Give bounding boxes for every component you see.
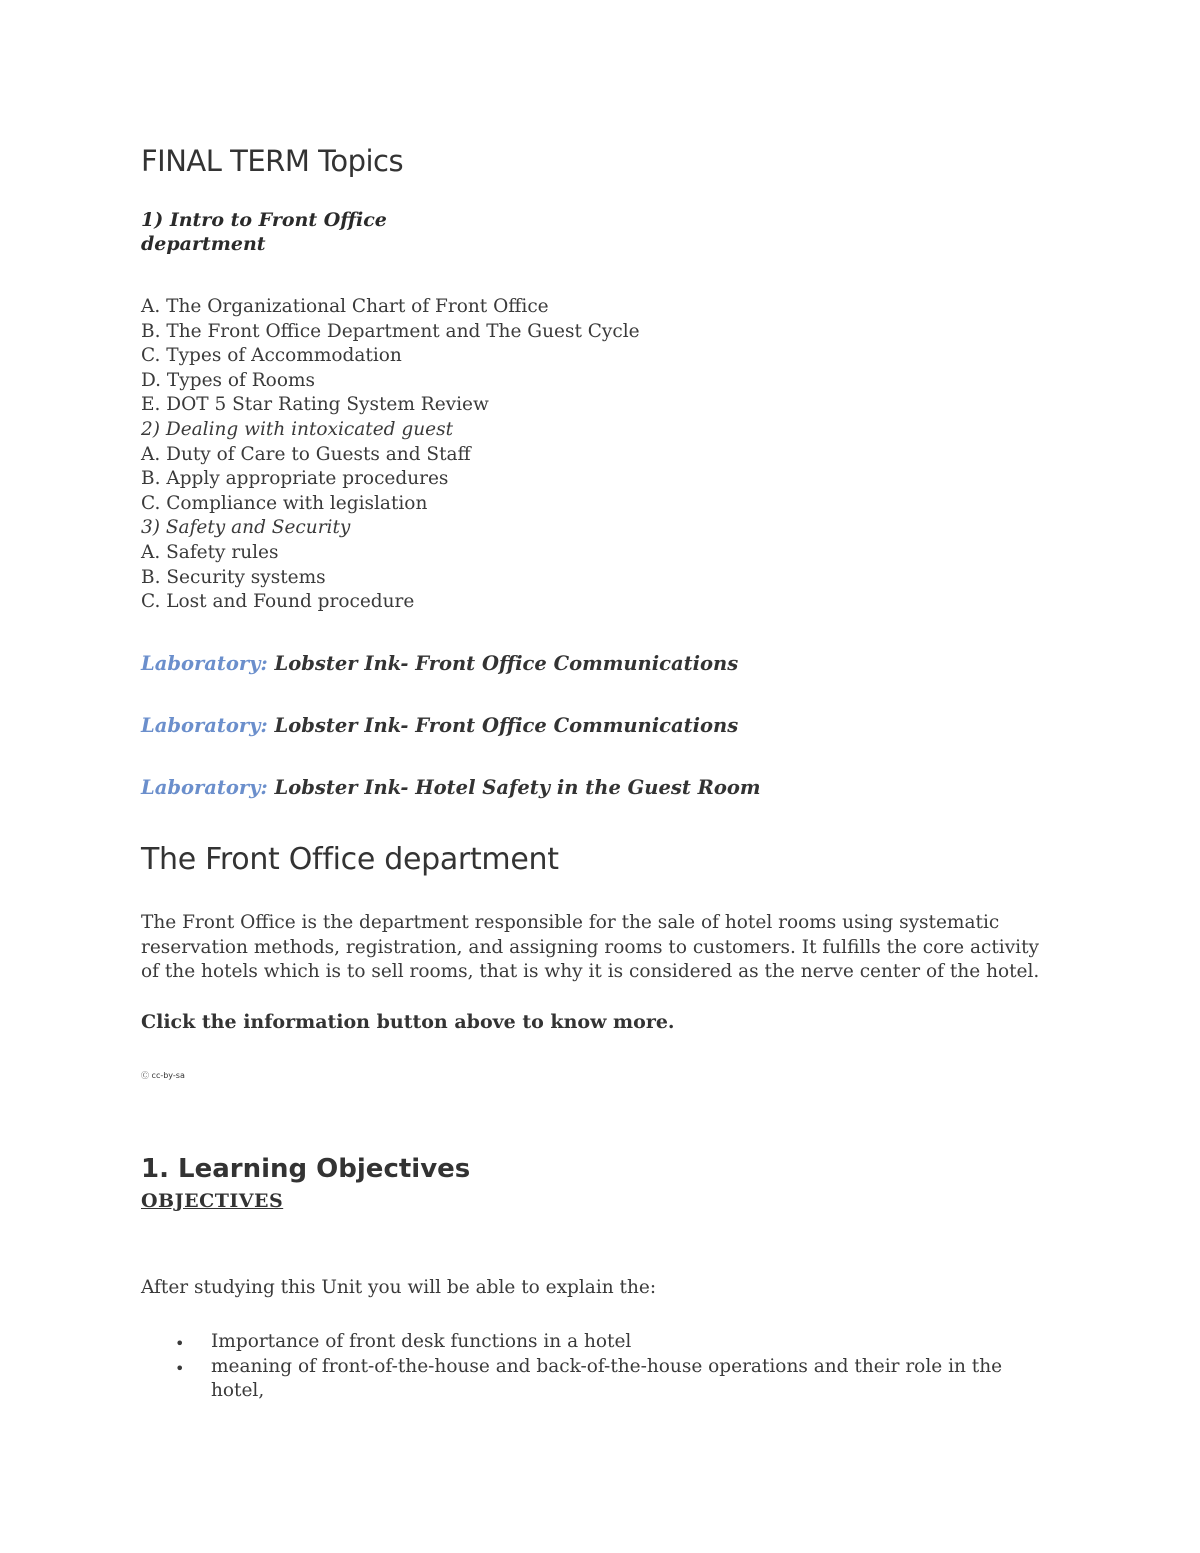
section-heading-line2: department [141, 233, 266, 255]
lab-line-1 [141, 652, 738, 675]
list-item: C. Lost and Found procedure [141, 591, 415, 613]
bullet-icon: • [175, 1334, 185, 1353]
lab-label: Laboratory: [141, 652, 268, 675]
section-heading-3: 3) Safety and Security [141, 517, 351, 539]
lab-label: Laboratory: [141, 714, 268, 737]
list-item: E. DOT 5 Star Rating System Review [141, 394, 489, 416]
objectives-subheading: OBJECTIVES [141, 1190, 284, 1212]
section-heading-line1: 1) Intro to Front Office [141, 209, 387, 231]
topic-list [141, 295, 640, 615]
lab-line-3 [141, 776, 761, 799]
list-item: A. Safety rules [141, 541, 279, 563]
section-heading-2: 2) Dealing with intoxicated guest [141, 418, 454, 440]
click-info-text: Click the information button above to know more. [141, 1011, 675, 1033]
paragraph-line: The Front Office is the department responsible for the sale of hotel rooms using systematic [141, 912, 1000, 933]
list-item: B. The Front Office Department and The Guest Cycle [141, 320, 640, 342]
page-title: FINAL TERM Topics [141, 144, 404, 178]
list-item: D. Types of Rooms [141, 369, 315, 391]
list-item [141, 1330, 1041, 1355]
lab-text: Lobster Ink- Hotel Safety in the Guest Room [274, 776, 761, 799]
list-item: A. The Organizational Chart of Front Office [141, 296, 549, 317]
list-item: A. Duty of Care to Guests and Staff [141, 443, 471, 465]
lab-text: Lobster Ink- Front Office Communications [274, 714, 739, 737]
front-office-paragraph [141, 911, 1061, 985]
list-item: C. Compliance with legislation [141, 492, 428, 514]
learning-objectives-heading: 1. Learning Objectives [141, 1154, 471, 1184]
lab-line-2 [141, 714, 738, 737]
list-item [141, 1355, 1041, 1404]
paragraph-line: reservation methods, registration, and assigning rooms to customers. It fulfills the core activity [141, 936, 1039, 958]
objectives-list [141, 1330, 1041, 1404]
front-office-heading: The Front Office department [141, 842, 559, 877]
section-heading-1 [141, 208, 387, 256]
bullet-icon: • [175, 1358, 185, 1378]
bullet-text: meaning of front-of-the-house and back-of-the-house operations and their role in the hotel, [211, 1355, 1003, 1402]
list-item: B. Apply appropriate procedures [141, 468, 449, 490]
objectives-intro: After studying this Unit you will be able to explain the: [141, 1277, 657, 1298]
lab-text: Lobster Ink- Front Office Communications [274, 652, 739, 675]
list-item: B. Security systems [141, 566, 326, 588]
lab-label: Laboratory: [141, 776, 268, 799]
list-item: C. Types of Accommodation [141, 345, 402, 367]
paragraph-line: of the hotels which is to sell rooms, that is why it is considered as the nerve center of the hotel. [141, 961, 1040, 983]
license-credit: Ⓒ cc-by-sa [141, 1071, 185, 1080]
bullet-text: Importance of front desk functions in a hotel [211, 1331, 632, 1352]
